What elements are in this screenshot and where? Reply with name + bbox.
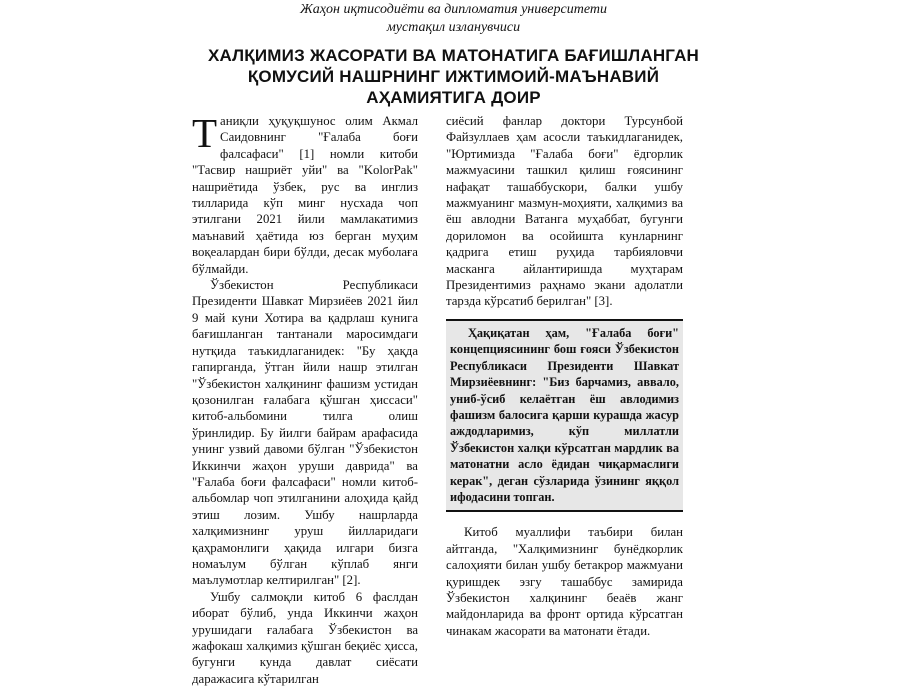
- title-line-3: АҲАМИЯТИГА ДОИР: [366, 88, 541, 107]
- right-paragraph-2: Китоб муаллифи таъбири билан айтганда, "Халқимизнинг бунёдкорлик салоҳияти билан ушбу бетакрор мажмуани қуришдек эзгу ташаббус замирида Ўзбекистон халқининг беаёв жанг майдонларида ва фронт ортида кўрсатган чинакам жасорати ва матонати ётади.: [446, 525, 683, 638]
- affiliation-line-2: мустақил изланувчиси: [386, 20, 521, 35]
- paragraph-2: Ўзбекистон Республикаси Президенти Шавкат Мирзиёев 2021 йил 9 май куни Хотира ва қадрлаш кунига бағишланган тантанали маросимдаги нутқида таъкидлаганидек: "Бу ҳақда гапирганда, ўтган йили нашр этилган "Ўзбекистон халқининг фашизм устидан қозонилган ғалабага қўшган ҳиссаси" китоб-альбомини тилга олиш ўринлидир. Бу йилги байрам арафасида унинг узвий давоми бўлган "Ўзбекистон Иккинчи жаҳон уруши даврида" ва "Ғалаба боғи фалсафаси" номли китоб-альбомлар чоп этилганини алоҳида қайд этиш лозим. Ушбу нашрларда халқимизнинг уруш йилларидаги қаҳрамонлиги ҳақида илгари бизга номаълум бўлган кўплаб янги маълумотлар келтирилган" [2].: [192, 278, 418, 588]
- right-column: [446, 113, 683, 638]
- right-paragraph-1: сиёсий фанлар доктори Турсунбой Файзуллаев ҳам асосли таъкидлаганидек, "Юртимизда "Ғалаба боғи" ёдгорлик мажмуасини ташкил қилиш ғоясининг нафақат ташаббускори, балки ушбу мажмуанинг мазмун-моҳияти, халқимиз ва ёш авлодни Ватанга муҳаббат, бугунги дориломон ва осойишта кунларнинг қадрига етиш руҳида тарбияловчи масканга айлантиришда муҳтарам Президентимиз раҳнамо экани адолатли тарзда кўрсатиб берилган" [3].: [446, 114, 683, 309]
- title-line-1: ХАЛҚИМИЗ ЖАСОРАТИ ВА МАТОНАТИГА БАҒИШЛАНГАН: [207, 46, 700, 65]
- left-column: [192, 110, 418, 686]
- paragraph-1-text: аниқли ҳуқуқшунос олим Акмал Саидовнинг "Ғалаба боғи фалсафаси" [1] номли китоби "Тасвир нашриёт уйи" ва "KolorPak" нашриётида ўзбек, рус ва инглиз тилларида кўп минг нусхада чоп этилгани 2021 йили мамлакатимиз маънавий ҳаётида юз берган муҳим воқеалардан бири бўлди, десак муболаға бўлмайди.: [192, 114, 418, 276]
- affiliation-line-1: Жаҳон иқтисодиёти ва дипломатия университети: [299, 2, 607, 17]
- highlighted-quote-box: [446, 319, 683, 512]
- drop-cap: Т: [192, 110, 218, 156]
- title-line-2: ҚОМУСИЙ НАШРНИНГ ИЖТИМОИЙ-МАЪНАВИЙ: [247, 67, 660, 86]
- paragraph-1: [192, 110, 418, 277]
- quote-text: Ҳақиқатан ҳам, "Ғалаба боғи" концепциясининг бош ғояси Ўзбекистон Республикаси Президенти Шавкат Мирзиёевнинг: "Биз барчамиз, аввало, униб-ўсиб келаётган ёш авлодимиз фашизм балосига қарши курашда жасур аждодларимиз, кўп миллатли Ўзбекистон халқи кўрсатган мардлик ва матонатни асло ёдидан чиқармаслиги керак", деган сўзларида ўзининг яққол ифодасини топган.: [450, 325, 679, 504]
- paragraph-3: Ушбу салмоқли китоб 6 фаслдан иборат бўлиб, унда Иккинчи жаҳон урушидаги ғалабага Ўзбекистон ва жафокаш халқимиз қўшган беқиёс ҳисса, бугунги кунда давлат сиёсати даражасига кўтарилган: [192, 589, 418, 686]
